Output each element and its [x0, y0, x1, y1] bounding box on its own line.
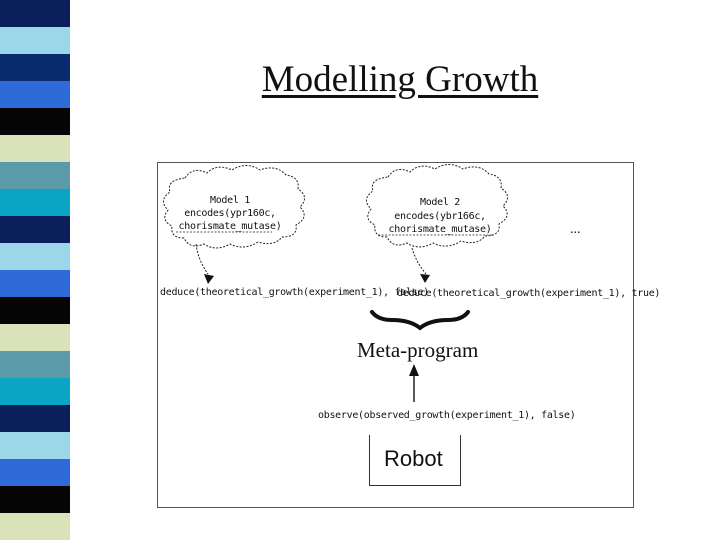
robot-label: Robot — [384, 446, 443, 471]
arrow-head-1 — [204, 274, 214, 284]
arrow-up — [409, 364, 419, 376]
deduce-model2: deduce(theoretical_growth(experiment_1), true) — [397, 288, 661, 299]
meta-program-label: Meta-program — [357, 338, 479, 362]
observe-label: observe(observed_growth(experiment_1), false) — [318, 410, 576, 421]
model2-line2: chorismate_mutase) — [388, 224, 492, 235]
model1-title: Model 1 — [209, 195, 251, 206]
curly-brace — [372, 312, 468, 328]
robot-box — [369, 435, 461, 486]
model1-line1: encodes(ypr160c, — [184, 208, 276, 219]
deduce-model1: deduce(theoretical_growth(experiment_1), false) — [160, 287, 429, 298]
model1-line2: chorismate_mutase) — [178, 221, 282, 232]
arrow-head-2 — [420, 274, 430, 283]
ellipsis: ... — [570, 222, 581, 237]
model1-cloud — [163, 166, 304, 249]
model2-line1: encodes(ybr166c, — [394, 211, 486, 222]
slide-title: Modelling Growth — [261, 59, 539, 100]
model2-title: Model 2 — [419, 197, 461, 208]
